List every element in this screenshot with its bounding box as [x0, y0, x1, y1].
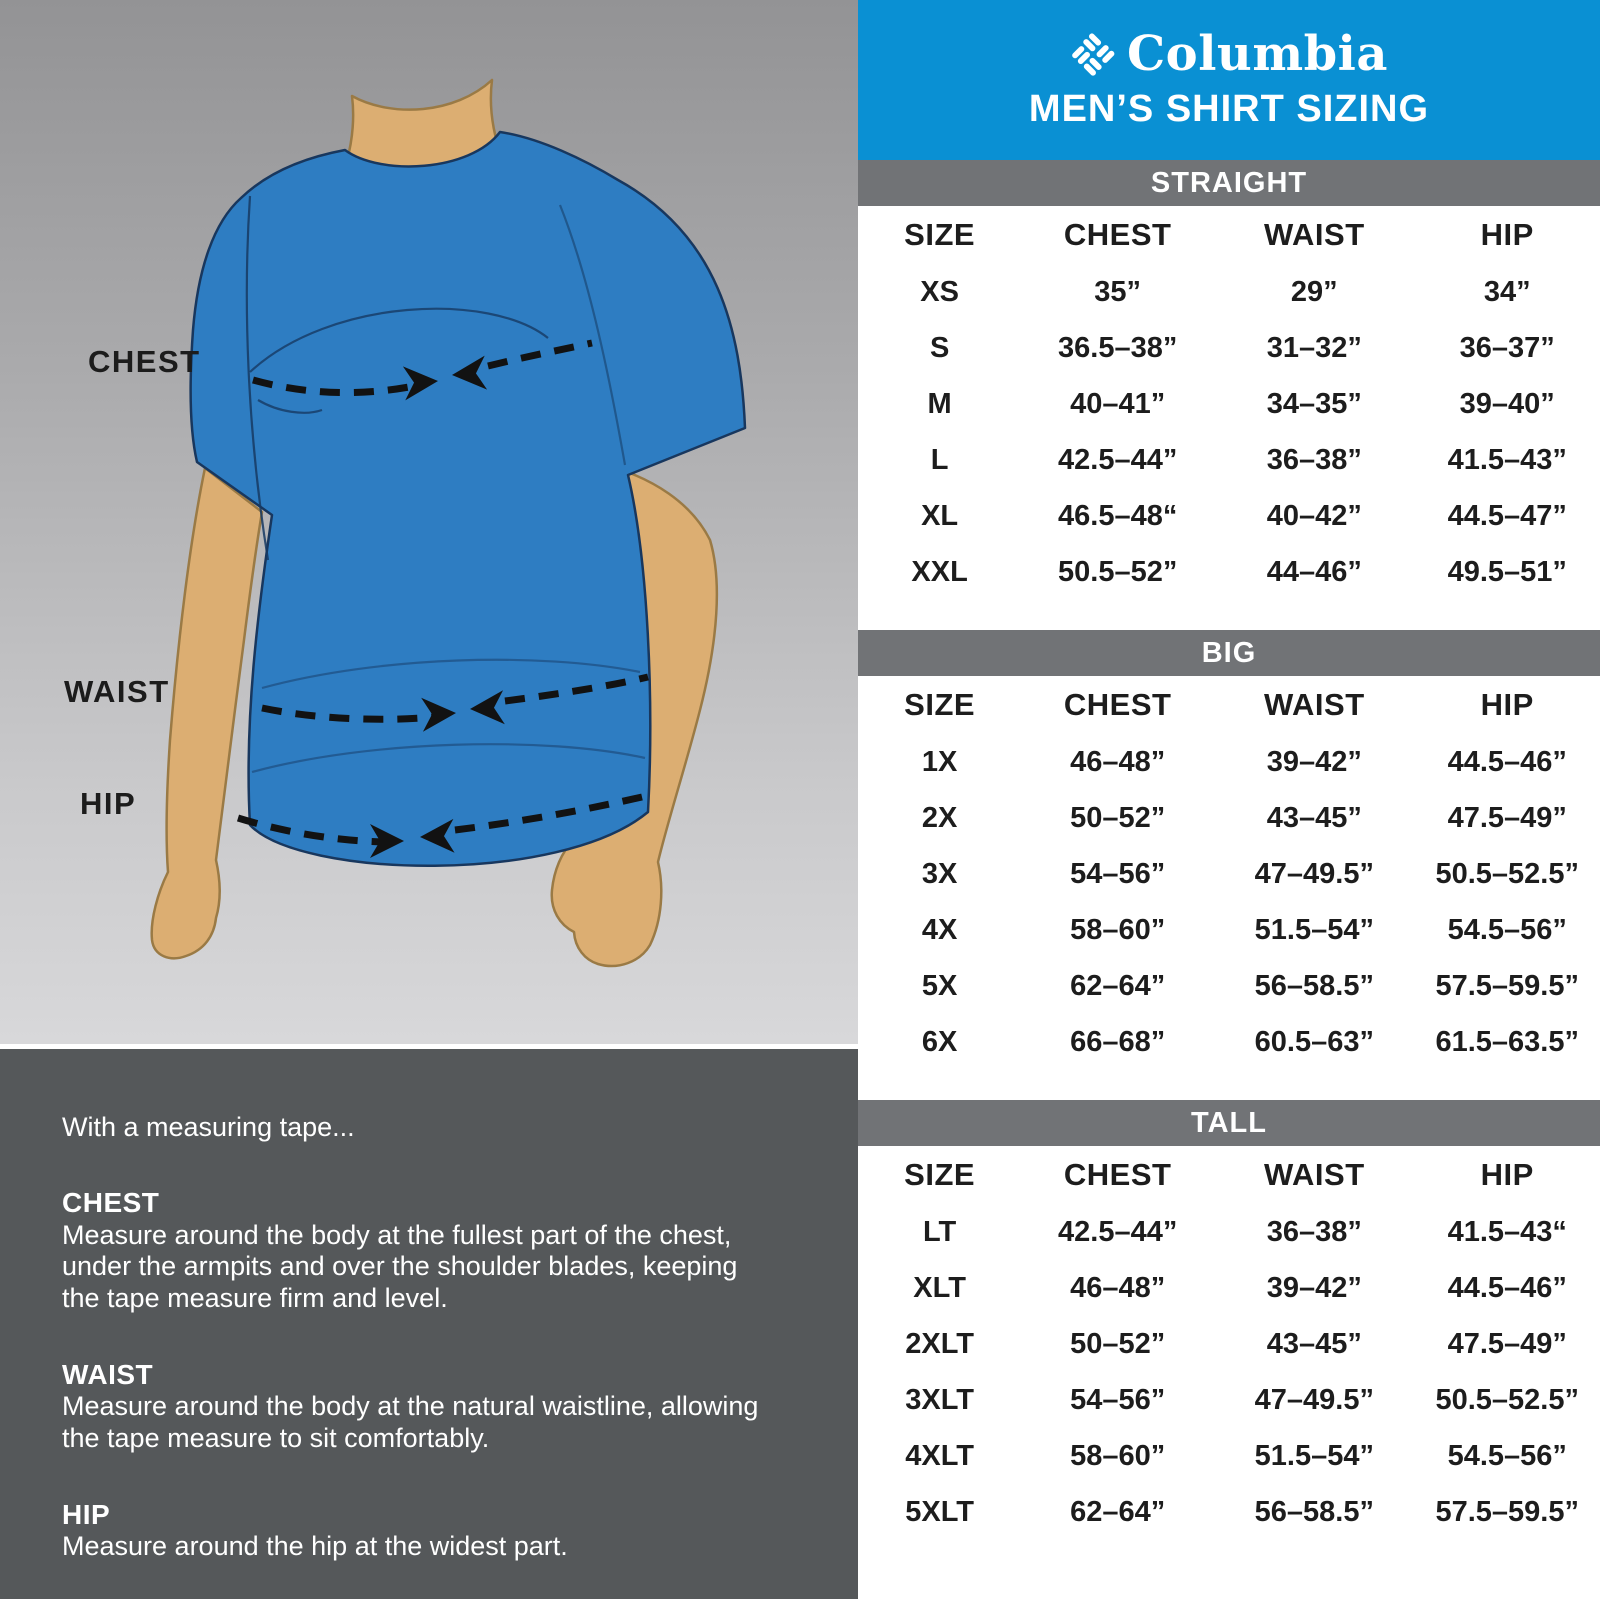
- size-cell: 2XLT: [905, 1327, 974, 1360]
- measurement-cell: 34”: [1483, 275, 1531, 308]
- table-row: [858, 958, 1600, 1014]
- measurement-cell: 50.5–52.5”: [1435, 1383, 1579, 1416]
- measurement-cell: 46–48”: [1070, 1271, 1166, 1304]
- measurement-cell: 40–42”: [1266, 499, 1362, 532]
- measurement-cell: 56–58.5”: [1254, 969, 1374, 1002]
- size-cell: 1X: [921, 745, 958, 778]
- hip-instruction-body: Measure around the hip at the widest part.: [62, 1531, 568, 1562]
- size-cell: 5X: [921, 969, 958, 1002]
- hip-instruction-heading: HIP: [62, 1499, 111, 1531]
- measurement-cell: 57.5–59.5”: [1435, 1495, 1579, 1528]
- measurement-cell: 56–58.5”: [1254, 1495, 1374, 1528]
- column-header: HIP: [1480, 1157, 1534, 1192]
- table-row: [858, 734, 1600, 790]
- measurement-cell: 58–60”: [1070, 913, 1166, 946]
- size-cell: 4X: [921, 913, 958, 946]
- table-row: [858, 488, 1600, 544]
- size-cell: L: [930, 443, 949, 476]
- table-row: [858, 432, 1600, 488]
- measurement-cell: 36–38”: [1266, 443, 1362, 476]
- straight-size-section: [858, 160, 1600, 600]
- big-size-section: [858, 600, 1600, 1070]
- measurement-cell: 54.5–56”: [1447, 913, 1567, 946]
- measurement-cell: 49.5–51”: [1447, 555, 1567, 588]
- measuring-instructions-panel: [0, 1049, 858, 1599]
- waist-figure-label: WAIST: [64, 674, 170, 709]
- table-row: [858, 1260, 1600, 1316]
- measurement-cell: 62–64”: [1070, 1495, 1166, 1528]
- measurement-cell: 39–42”: [1266, 745, 1362, 778]
- straight-size-table: [858, 206, 1600, 600]
- straight-section-header: STRAIGHT: [858, 160, 1600, 206]
- table-row: [858, 1372, 1600, 1428]
- measurement-cell: 47–49.5”: [1254, 857, 1374, 890]
- table-row: [858, 376, 1600, 432]
- page-title: MEN’S SHIRT SIZING: [1028, 87, 1430, 130]
- size-cell: 6X: [921, 1025, 958, 1058]
- measurement-cell: 51.5–54”: [1254, 913, 1374, 946]
- column-header: CHEST: [1063, 1157, 1172, 1192]
- table-row: [858, 790, 1600, 846]
- column-header: SIZE: [904, 687, 976, 722]
- measurement-cell: 44–46”: [1266, 555, 1362, 588]
- measurement-cell: 43–45”: [1266, 1327, 1362, 1360]
- size-cell: 3XLT: [905, 1383, 974, 1416]
- waist-instruction-heading: WAIST: [62, 1359, 154, 1391]
- measurement-cell: 54.5–56”: [1447, 1439, 1567, 1472]
- measurement-cell: 42.5–44”: [1058, 1215, 1178, 1248]
- size-cell: M: [927, 387, 952, 420]
- table-row: [858, 1316, 1600, 1372]
- waist-instruction-block: [62, 1359, 772, 1455]
- size-cell: XS: [920, 275, 959, 308]
- measurement-cell: 31–32”: [1266, 331, 1362, 364]
- measurement-cell: 42.5–44”: [1058, 443, 1178, 476]
- big-section-header: BIG: [858, 630, 1600, 676]
- size-cell: LT: [922, 1215, 957, 1248]
- chest-instruction-body: Measure around the body at the fullest part of the chest, under the armpits and over the shoulder blades, keeping the tape measure firm and level.: [62, 1219, 738, 1314]
- measurement-cell: 62–64”: [1070, 969, 1166, 1002]
- column-header: HIP: [1480, 687, 1534, 722]
- measurement-cell: 36–38”: [1266, 1215, 1362, 1248]
- instructions-intro: With a measuring tape...: [62, 1112, 355, 1142]
- table-row: [858, 544, 1600, 600]
- measurement-cell: 50–52”: [1070, 1327, 1166, 1360]
- measurement-cell: 54–56”: [1070, 1383, 1166, 1416]
- tall-size-table: [858, 1146, 1600, 1540]
- measurement-cell: 39–40”: [1459, 387, 1555, 420]
- measurement-cell: 29”: [1290, 275, 1338, 308]
- measurement-cell: 34–35”: [1266, 387, 1362, 420]
- table-row: [858, 1014, 1600, 1070]
- columbia-logo: [1070, 25, 1389, 82]
- table-row: [858, 264, 1600, 320]
- measurement-cell: 46.5–48“: [1058, 499, 1178, 532]
- measurement-cell: 61.5–63.5”: [1435, 1025, 1579, 1058]
- chest-instruction-block: [62, 1187, 772, 1315]
- hip-figure-label: HIP: [80, 786, 137, 821]
- big-size-table: [858, 676, 1600, 1070]
- big-header-row: [858, 676, 1600, 734]
- measurement-cell: 36.5–38”: [1058, 331, 1178, 364]
- measurement-cell: 35”: [1094, 275, 1142, 308]
- table-row: [858, 1428, 1600, 1484]
- table-row: [858, 1484, 1600, 1540]
- size-cell: XLT: [913, 1271, 966, 1304]
- chest-figure-label: CHEST: [88, 344, 201, 379]
- column-header: WAIST: [1263, 687, 1365, 722]
- size-cell: S: [929, 331, 950, 364]
- measurement-cell: 51.5–54”: [1254, 1439, 1374, 1472]
- measurement-cell: 66–68”: [1070, 1025, 1166, 1058]
- measurement-cell: 40–41”: [1070, 387, 1166, 420]
- chest-instruction-heading: CHEST: [62, 1187, 160, 1219]
- measurement-cell: 41.5–43“: [1447, 1215, 1567, 1248]
- size-cell: XXL: [911, 555, 968, 588]
- brand-header: [858, 0, 1600, 160]
- measurement-cell: 44.5–47”: [1447, 499, 1567, 532]
- measurement-cell: 36–37”: [1459, 331, 1555, 364]
- size-cell: XL: [921, 499, 959, 532]
- measurement-cell: 41.5–43”: [1447, 443, 1567, 476]
- tall-section-header: TALL: [858, 1100, 1600, 1146]
- tall-size-section: [858, 1070, 1600, 1540]
- measurement-cell: 50.5–52.5”: [1435, 857, 1579, 890]
- right-column: [858, 0, 1600, 1599]
- column-header: WAIST: [1263, 217, 1365, 252]
- column-header: CHEST: [1063, 687, 1172, 722]
- measurement-cell: 44.5–46”: [1447, 1271, 1567, 1304]
- measurement-cell: 60.5–63”: [1254, 1025, 1374, 1058]
- table-row: [858, 846, 1600, 902]
- straight-header-row: [858, 206, 1600, 264]
- column-header: SIZE: [904, 217, 976, 252]
- measurement-cell: 57.5–59.5”: [1435, 969, 1579, 1002]
- measurement-cell: 47.5–49”: [1447, 801, 1567, 834]
- size-cell: 3X: [921, 857, 958, 890]
- size-cell: 4XLT: [905, 1439, 974, 1472]
- measurement-cell: 50–52”: [1070, 801, 1166, 834]
- columbia-diamond-icon: [1070, 31, 1116, 77]
- measurement-cell: 47–49.5”: [1254, 1383, 1374, 1416]
- measurement-diagram: [0, 0, 858, 1044]
- table-row: [858, 1204, 1600, 1260]
- waist-instruction-body: Measure around the body at the natural waistline, allowing the tape measure to sit comfortably.: [62, 1391, 759, 1454]
- measurement-cell: 50.5–52”: [1058, 555, 1178, 588]
- tall-header-row: [858, 1146, 1600, 1204]
- measurement-cell: 46–48”: [1070, 745, 1166, 778]
- male-torso-illustration: [0, 0, 858, 1044]
- table-row: [858, 320, 1600, 376]
- column-header: CHEST: [1063, 217, 1172, 252]
- size-cell: 2X: [921, 801, 958, 834]
- column-header: HIP: [1480, 217, 1534, 252]
- column-header: WAIST: [1263, 1157, 1365, 1192]
- measurement-cell: 54–56”: [1070, 857, 1166, 890]
- measurement-cell: 43–45”: [1266, 801, 1362, 834]
- measurement-cell: 58–60”: [1070, 1439, 1166, 1472]
- hip-instruction-block: [62, 1499, 772, 1563]
- measurement-cell: 44.5–46”: [1447, 745, 1567, 778]
- table-row: [858, 902, 1600, 958]
- columbia-wordmark: Columbia: [1126, 25, 1389, 82]
- measurement-cell: 39–42”: [1266, 1271, 1362, 1304]
- size-cell: 5XLT: [905, 1495, 974, 1528]
- column-header: SIZE: [904, 1157, 976, 1192]
- measurement-cell: 47.5–49”: [1447, 1327, 1567, 1360]
